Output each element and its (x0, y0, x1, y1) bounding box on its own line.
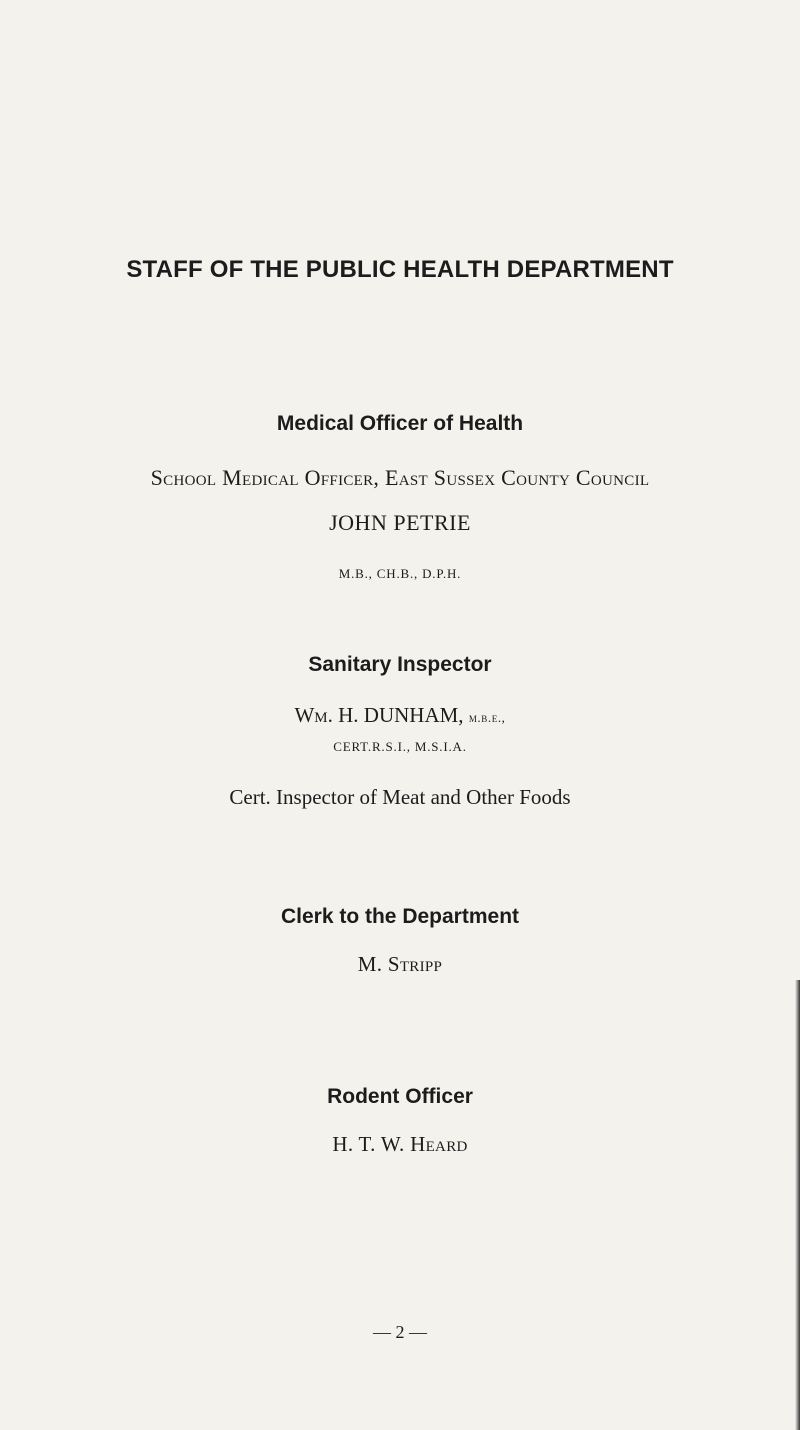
sanitary-inspector-name-line (0, 703, 800, 728)
sanitary-inspector-role: Sanitary Inspector (308, 653, 492, 676)
medical-officer-qualifications: M.B., CH.B., D.P.H. (338, 566, 462, 581)
rodent-officer-role: Rodent Officer (327, 1085, 473, 1108)
medical-officer-role: Medical Officer of Health (276, 412, 524, 435)
page-edge-shadow (795, 980, 800, 1430)
sanitary-inspector-certificate: Cert. Inspector of Meat and Other Foods (229, 785, 571, 809)
medical-officer-subrole: School Medical Officer, East Sussex County Council (150, 465, 650, 490)
medical-officer-name: JOHN PETRIE (329, 510, 471, 535)
clerk-role: Clerk to the Department (280, 905, 520, 928)
rodent-officer-name: H. T. W. Heard (332, 1132, 468, 1156)
clerk-name: M. Stripp (357, 952, 443, 976)
page-title: STAFF OF THE PUBLIC HEALTH DEPARTMENT (126, 256, 674, 283)
sanitary-inspector-qualifications: CERT.R.S.I., M.S.I.A. (333, 739, 467, 754)
sanitary-inspector-honour: m.b.e., (468, 710, 506, 725)
page-number: — 2 — (373, 1322, 427, 1342)
sanitary-inspector-name: Wm. H. DUNHAM, (294, 703, 464, 727)
